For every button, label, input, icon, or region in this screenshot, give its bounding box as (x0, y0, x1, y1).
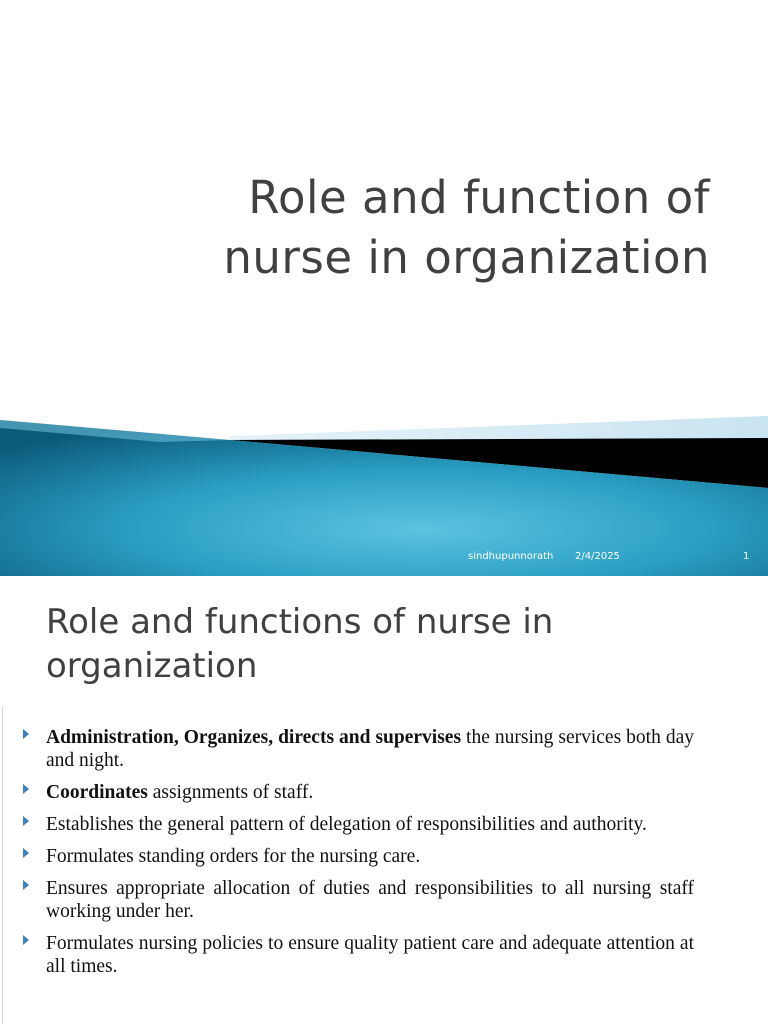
content-title-line-2: organization (46, 646, 258, 686)
slide-title-line-1: Role and function of (248, 171, 710, 224)
decorative-banner (0, 410, 768, 576)
bullet-arrow-icon (23, 729, 29, 739)
banner-light-band (230, 416, 768, 440)
bullet-item (46, 845, 694, 868)
bullet-list (46, 726, 694, 987)
left-divider (2, 706, 3, 1024)
bullet-item (46, 726, 694, 772)
footer-author: sindhupunnorath (468, 551, 554, 562)
bullet-arrow-icon (23, 784, 29, 794)
bullet-arrow-icon (23, 816, 29, 826)
footer-date: 2/4/2025 (575, 551, 620, 562)
content-title-line-1: Role and functions of nurse in (46, 602, 554, 642)
bullet-bold-text: Coordinates (46, 782, 148, 803)
bullet-item (46, 932, 694, 978)
content-slide-title (46, 600, 746, 688)
bullet-bold-text: Administration, Organizes, directs and supervises (46, 727, 462, 748)
bullet-text: Establishes the general pattern of delegation of responsibilities and authority. (46, 814, 647, 835)
bullet-arrow-icon (23, 880, 29, 890)
slide-title-line-2: nurse in organization (223, 231, 710, 284)
bullet-item (46, 813, 694, 836)
bullet-text: Formulates nursing policies to ensure quality patient care and adequate attention at all times. (46, 933, 694, 977)
bullet-text: assignments of staff. (147, 782, 314, 803)
content-slide (0, 576, 768, 1024)
bullet-item (46, 781, 694, 804)
footer-page-number: 1 (743, 551, 750, 562)
bullet-arrow-icon (23, 848, 29, 858)
bullet-item (46, 877, 694, 923)
bullet-text: Formulates standing orders for the nursing care. (46, 846, 421, 867)
slide-title (120, 168, 710, 288)
bullet-arrow-icon (23, 935, 29, 945)
bullet-text: the nursing services both day and night. (46, 727, 694, 771)
bullet-text: Ensures appropriate allocation of duties and responsibilities to all nursing staff working under her. (46, 878, 694, 922)
